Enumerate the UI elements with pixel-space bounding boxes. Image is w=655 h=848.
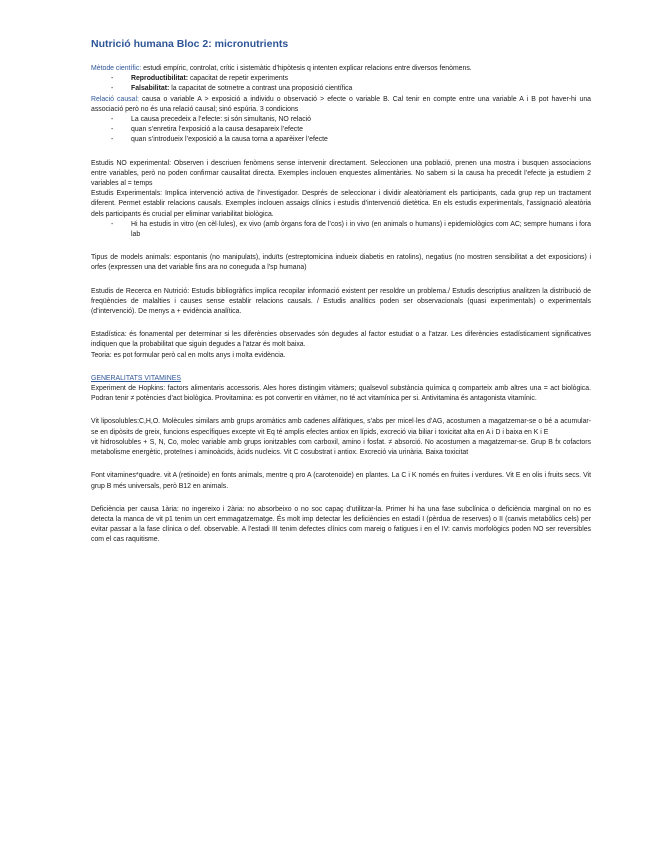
estudis-experimentals: Estudis Experimentals: Implica intervenció activa de l’investigador. Després de seleccionar i dividir aleatòriament els participants, cada grup rep un tractament diferent. Permet establir relacions causals. Exemples inclouen assaigs clínics i estudis d’intervenció dietètica. En els estudis experimentals, l’assignació aleatòria dels participants és crucial per eliminar variabilitat biològica. bbox=[91, 190, 591, 218]
list-item-bold: Falsabilitat: bbox=[131, 85, 170, 93]
page-title: Nutrició humana Bloc 2: micronutrients bbox=[91, 38, 289, 50]
metode-label: Mètode científic: bbox=[91, 65, 142, 72]
list-item-text: capacitat de repetir experiments bbox=[188, 75, 289, 83]
list-item-text: la capacitat de sotmetre a contrast una proposició científica bbox=[169, 85, 353, 93]
relacio-list bbox=[91, 115, 591, 146]
estudis-list bbox=[91, 220, 591, 240]
metode-list bbox=[91, 74, 591, 94]
hopkins-paragraph: Experiment de Hopkins: factors alimentaris accessoris. Ales hores distingim vitàmers; qualsevol substància química q comparteix amb altres una = act biològica. Podran tenir ≠ potències d’act biològica. Provitamina: es pot convertir en vitàmer, no té act vitamínica per si. Antivitamina és antagonista vitamínic. bbox=[91, 385, 591, 403]
liposolubles-paragraph: Vit liposolubles:C,H,O. Molècules similars amb grups aromàtics amb cadenes alifàtiques, s’abs per micel·les d’AG, acostumen a magatzemar-se o bé a acumular-se en dipòsits de greix, funcions específiques excepte vit Eq té amplis efectes antiox en lípids, excreció via biliar i toxicitat alta en A i D i baixa en K i E bbox=[91, 418, 591, 436]
recerca-paragraph: Estudis de Recerca en Nutrició: Estudis bibliogràfics implica recopilar informació existent per resoldre un problema./ Estudis descriptius analitzen la distribució de freqüències de malalties i causes sense establir relacions causals. / Estudis analítics poden ser observacionals (quasi experimentals) o experimentals (d’intervenció). De menys a + evidència analítica. bbox=[91, 287, 591, 316]
list-item: - Hi ha estudis in vitro (en cèl·lules), ex vivo (amb òrgans fora de l’cos) i in vivo (en animals o humans) i epidemiològics com AC; sempre humans i fora lab bbox=[131, 220, 591, 240]
metode-text: estudi empíric, controlat, crític i sistemàtic d’hipòtesis q intenten explicar relacions entre diversos fenòmens. bbox=[141, 65, 472, 72]
list-item: - quan s’introdueix l’exposició a la causa torna a aparèixer l’efecte bbox=[131, 135, 591, 145]
list-item: - La causa precedeix a l’efecte: si són simultanis, NO relació bbox=[131, 115, 591, 125]
estudis-no-experimental: Estudis NO experimental: Observen i descriuen fenòmens sense intervenir directament. Seleccionen una població, prenen una mostra i busquen associacions entre variables, però no poden confirmar causalitat directa. Exemples inclouen enquestes alimentàries. No sabem si la causa ha precedit l’efecte ja estudiem 2 variables al = temps bbox=[91, 159, 591, 188]
hidrosolubles-paragraph: vit hidrosolubles + S, N, Co, molec variable amb grups ionitzables com carboxil, amino i fosfat. ≠ absorció. No acostumen a magatzemar-se. Grup B fx cofactors metabolisme energètic, proteïnes i aminoàcids, àcids nucleics. Vit C cosubstrat i antiox. Excreció via urinària. Baixa toxicitat bbox=[91, 438, 591, 457]
teoria-paragraph: Teoria: es pot formular però cal en molts anys i molta evidència. bbox=[91, 351, 286, 359]
deficiencia-paragraph: Deficiència per causa 1ària: no ingereixo i 2ària: no absorbeixo o no soc capaç d’utilitzar-la. Primer hi ha una fase subclínica o deficiència marginal on no es detecta la manca de vit p1 tenim un cert emmagatzematge. És molt imp detectar les deficiències en estadi I (pèrdua de reserves) o II (canvis metabòlics cels) per evitar passar a la fase clínica o def. observable. A l’estadi III tenim defectes clínics com mareig o fatigues i en el IV: canvis morfològics poden NO ser reversibles com el cas raquitisme. bbox=[91, 505, 591, 544]
list-item bbox=[131, 84, 591, 94]
relacio-paragraph bbox=[91, 95, 591, 115]
list-item bbox=[131, 74, 591, 84]
list-item-bold: Reproductibilitat: bbox=[131, 75, 189, 83]
relacio-text: causa o variable A > exposició a individu o observació > efecte o variable B. Cal tenir en compte entre una variable A i B pot haver-hi una associació però no és una relació causal; sinó espúria. 3 condicions bbox=[91, 95, 591, 113]
list-item: - quan s’enretira l’exposició a la causa desapareix l’efecte bbox=[131, 125, 591, 135]
section-title: GENERALITATS VITAMINES bbox=[91, 374, 181, 382]
tipus-models-paragraph: Tipus de models animals: espontanis (no manipulats), induïts (estreptomicina indueix diabetis en ratolins), negatius (no mostren sensibilitat a det exposicions) i orfes (expressen una det variable fins ara no coneguda a l’sp humana) bbox=[91, 254, 591, 272]
metode-paragraph bbox=[91, 64, 591, 74]
relacio-label: Relació causal: bbox=[91, 95, 139, 103]
fonts-paragraph: Font vitamines*quadre. vit A (retinoide) en fonts animals, mentre q pro A (carotenoide) en plantes. La C i K només en fruites i verdures. Vit E en olis i fruits secs. Vit grup B més universals, però B12 en animals. bbox=[91, 472, 591, 490]
estadistica-paragraph: Estadística: és fonamental per determinar si les diferències observades són degudes al factor estudiat o a l’atzar. Les diferències estadísticament significatives indiquen que la probabilitat que siguin degudes a l’atzar és molt baixa. bbox=[91, 331, 591, 349]
